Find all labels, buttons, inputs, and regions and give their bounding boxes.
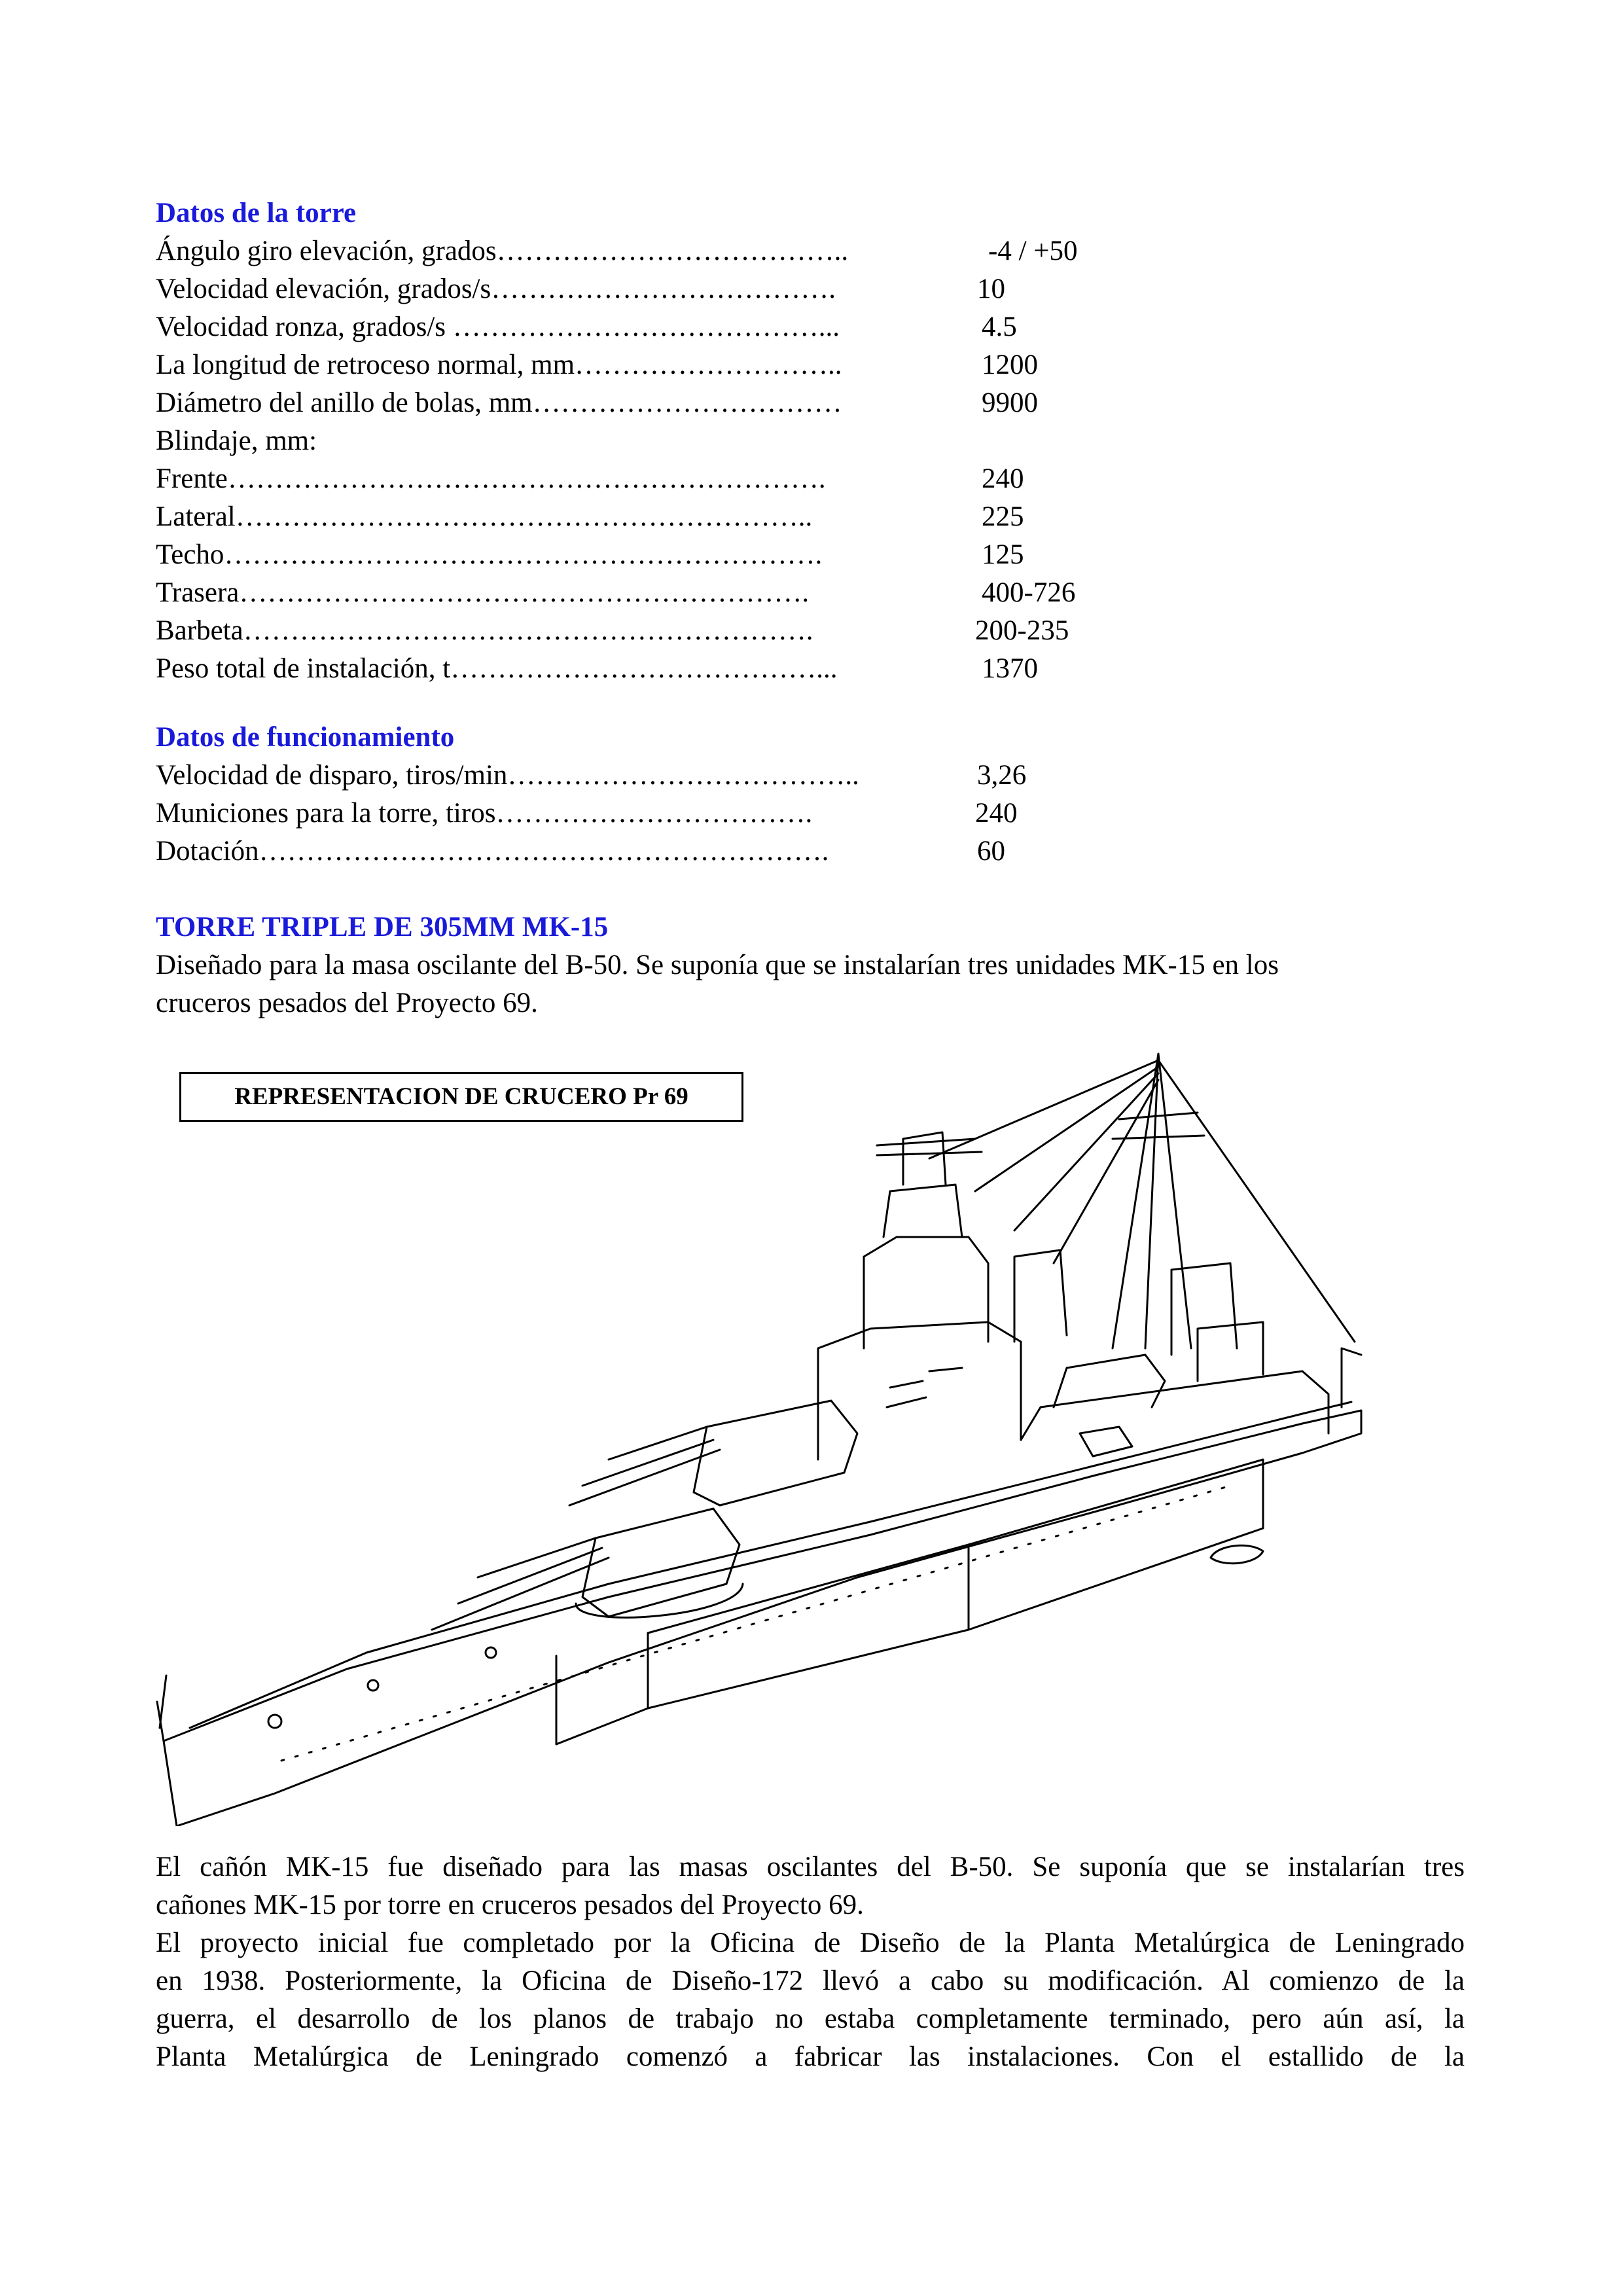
spec-value: 60	[977, 836, 1005, 867]
body-paragraph	[156, 1848, 1465, 2076]
spec-value: 200-235	[975, 615, 1069, 646]
dot-leader: …………………………………...	[450, 653, 838, 684]
tower-spec-list	[156, 232, 1137, 688]
spec-value: 125	[982, 539, 1024, 570]
spec-row	[156, 270, 1137, 308]
body-line: cañones MK-15 por torre en cruceros pesados del Proyecto 69.	[156, 1890, 864, 1920]
spec-row	[156, 232, 1137, 270]
body-line: El proyecto inicial fue completado por la Oficina de Diseño de la Planta Metalúrgica de Leningrado	[156, 1928, 1465, 1958]
mk15-intro-paragraph	[156, 946, 1465, 1022]
spec-row	[156, 650, 1137, 688]
spec-value: 9900	[982, 387, 1038, 418]
spec-label: Lateral……………………………………………………..	[156, 501, 813, 532]
spec-value: 240	[982, 463, 1024, 494]
spec-row	[156, 612, 1137, 650]
spec-value: -4 / +50	[988, 236, 1078, 266]
spec-value: 10	[977, 274, 1005, 304]
spec-row	[156, 574, 1137, 612]
spec-label: Blindaje, mm:	[156, 425, 317, 456]
dot-leader: ………………………………..	[496, 236, 849, 266]
spec-row	[156, 833, 1137, 870]
spec-row	[156, 795, 1137, 833]
spec-label: Frente……………………………………………………….	[156, 463, 826, 494]
dot-leader: ……………………………………………………..	[235, 501, 813, 532]
body-line: guerra, el desarrollo de los planos de trabajo no estaba completamente terminado, pero aún así, la	[156, 2003, 1465, 2034]
spec-label: Peso total de instalación, t…………………………………...	[156, 653, 838, 684]
dot-leader: ……………………………	[532, 387, 842, 418]
spec-label: Dotación…………………………………………………….	[156, 836, 829, 867]
section-heading-operation-data: Datos de funcionamiento	[156, 722, 455, 753]
body-line: en 1938. Posteriormente, la Oficina de Diseño-172 llevó a cabo su modificación. Al comienzo de la	[156, 1965, 1465, 1996]
spec-value: 4.5	[982, 312, 1017, 342]
spec-value: 400-726	[982, 577, 1076, 608]
dot-leader: ………………………………..	[507, 760, 859, 791]
spec-value: 3,26	[977, 760, 1027, 791]
figure-caption: REPRESENTACION DE CRUCERO Pr 69	[179, 1072, 743, 1122]
spec-value: 240	[975, 798, 1018, 829]
spec-label: Velocidad ronza, grados/s …………………………………...	[156, 312, 840, 342]
spec-value: 1370	[982, 653, 1038, 684]
dot-leader: ………………………..	[575, 350, 842, 380]
dot-leader: …………………………………………………….	[243, 615, 813, 646]
spec-label: Ángulo giro elevación, grados………………………………..	[156, 236, 849, 266]
spec-row	[156, 536, 1137, 574]
spec-value: 225	[982, 501, 1024, 532]
spec-label: Velocidad elevación, grados/s……………………………….	[156, 274, 836, 304]
dot-leader: …………………………….	[495, 798, 813, 829]
spec-value: 1200	[982, 350, 1038, 380]
dot-leader: ……………………………………………………….	[227, 463, 826, 494]
spec-row	[156, 422, 1137, 460]
spec-label: Diámetro del anillo de bolas, mm……………………………	[156, 387, 842, 418]
spec-row	[156, 346, 1137, 384]
mk15-intro-line: Diseñado para la masa oscilante del B-50. Se suponía que se instalarían tres unidades MK-15 en los	[156, 950, 1279, 980]
spec-row	[156, 308, 1137, 346]
spec-row	[156, 757, 1137, 795]
spec-label: Barbeta…………………………………………………….	[156, 615, 813, 646]
body-line: El cañón MK-15 fue diseñado para las masas oscilantes del B-50. Se suponía que se instalarían tres	[156, 1852, 1465, 1882]
spec-label: Velocidad de disparo, tiros/min………………………………..	[156, 760, 859, 791]
spec-row	[156, 384, 1137, 422]
dot-leader: ……………………………….	[491, 274, 836, 304]
spec-label: Trasera…………………………………………………….	[156, 577, 810, 608]
spec-label: Municiones para la torre, tiros…………………………….	[156, 798, 813, 829]
dot-leader: …………………………………………………….	[239, 577, 810, 608]
body-line: Planta Metalúrgica de Leningrado comenzó a fabricar las instalaciones. Con el estallido de la	[156, 2041, 1465, 2072]
dot-leader: …………………………………...	[452, 312, 840, 342]
operation-spec-list	[156, 757, 1137, 870]
mk15-intro-line: cruceros pesados del Proyecto 69.	[156, 988, 538, 1018]
spec-row	[156, 498, 1137, 536]
cruiser-drawing-icon	[151, 1041, 1492, 1826]
section-heading-tower-data: Datos de la torre	[156, 198, 357, 228]
dot-leader: ……………………………………………………….	[224, 539, 823, 570]
spec-label: Techo……………………………………………………….	[156, 539, 823, 570]
section-heading-mk15: TORRE TRIPLE DE 305MM MK-15	[156, 912, 609, 942]
spec-label: La longitud de retroceso normal, mm………………………..	[156, 350, 842, 380]
spec-row	[156, 460, 1137, 498]
dot-leader: …………………………………………………….	[259, 836, 829, 867]
